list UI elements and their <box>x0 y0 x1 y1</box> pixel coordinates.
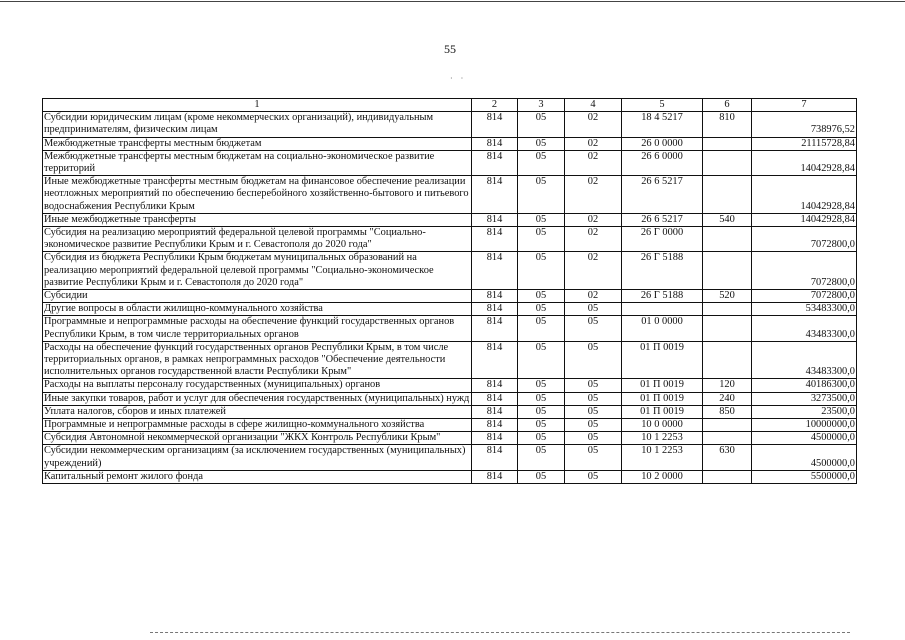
grbs-cell: 814 <box>472 303 518 316</box>
table-row <box>43 432 857 445</box>
table-row <box>43 227 857 252</box>
grbs-cell: 814 <box>472 137 518 150</box>
header-cell-2: 2 <box>472 99 518 112</box>
rz-cell: 05 <box>518 252 565 290</box>
grbs-cell: 814 <box>472 290 518 303</box>
sum-cell: 7072800,0 <box>752 290 857 303</box>
name-cell: Субсидии <box>43 290 472 303</box>
table-row <box>43 392 857 405</box>
sum-cell: 5500000,0 <box>752 470 857 483</box>
vr-cell: 850 <box>703 405 752 418</box>
table-row <box>43 419 857 432</box>
vr-cell <box>703 303 752 316</box>
pr-cell: 05 <box>565 316 622 341</box>
name-cell: Субсидия из бюджета Республики Крым бюджетам муниципальных образований на реализацию мероприятий федеральной целевой программы "Социально-экономическое развитие Республики Крым и г. Севастополя до 2020 года" <box>43 252 472 290</box>
sum-cell: 14042928,84 <box>752 176 857 214</box>
rz-cell: 05 <box>518 176 565 214</box>
csr-cell: 26 6 0000 <box>622 150 703 175</box>
pr-cell: 05 <box>565 432 622 445</box>
grbs-cell: 814 <box>472 470 518 483</box>
name-cell: Уплата налогов, сборов и иных платежей <box>43 405 472 418</box>
csr-cell: 26 Г 5188 <box>622 252 703 290</box>
name-cell: Расходы на обеспечение функций государственных органов Республики Крым, в том числе территориальных органов, в рамках непрограммных расходов "Обеспечение деятельности исполнительных органов государственной власти Республики Крым" <box>43 341 472 379</box>
table-row <box>43 137 857 150</box>
vr-cell: 520 <box>703 290 752 303</box>
rz-cell: 05 <box>518 341 565 379</box>
name-cell: Программные и непрограммные расходы в сфере жилищно-коммунального хозяйства <box>43 419 472 432</box>
csr-cell: 10 2 0000 <box>622 470 703 483</box>
name-cell: Иные межбюджетные трансферты <box>43 213 472 226</box>
grbs-cell: 814 <box>472 150 518 175</box>
header-cell-3: 3 <box>518 99 565 112</box>
vr-cell <box>703 432 752 445</box>
sum-cell: 14042928,84 <box>752 213 857 226</box>
sum-cell: 21115728,84 <box>752 137 857 150</box>
sum-cell: 43483300,0 <box>752 341 857 379</box>
grbs-cell: 814 <box>472 176 518 214</box>
table-row <box>43 150 857 175</box>
grbs-cell: 814 <box>472 432 518 445</box>
grbs-cell: 814 <box>472 419 518 432</box>
name-cell: Субсидии некоммерческим организациям (за исключением государственных (муниципальных) учреждений) <box>43 445 472 470</box>
name-cell: Субсидия Автономной некоммерческой организации "ЖКХ Контроль Республики Крым" <box>43 432 472 445</box>
grbs-cell: 814 <box>472 405 518 418</box>
name-cell: Иные межбюджетные трансферты местным бюджетам на финансовое обеспечение реализации неотложных мероприятий по обеспечению бесперебойного хозяйственно-бытового и питьевого водоснабжения Республики Крым <box>43 176 472 214</box>
header-cell-1: 1 <box>43 99 472 112</box>
sum-cell: 23500,0 <box>752 405 857 418</box>
rz-cell: 05 <box>518 112 565 137</box>
table-row <box>43 341 857 379</box>
vr-cell <box>703 470 752 483</box>
csr-cell: 18 4 5217 <box>622 112 703 137</box>
pr-cell: 02 <box>565 227 622 252</box>
table-row <box>43 405 857 418</box>
rz-cell: 05 <box>518 316 565 341</box>
grbs-cell: 814 <box>472 445 518 470</box>
header-row <box>43 99 857 112</box>
name-cell: Межбюджетные трансферты местным бюджетам <box>43 137 472 150</box>
scan-speck: · · <box>450 74 467 83</box>
csr-cell: 10 1 2253 <box>622 445 703 470</box>
csr-cell: 01 П 0019 <box>622 341 703 379</box>
pr-cell: 02 <box>565 176 622 214</box>
csr-cell <box>622 303 703 316</box>
vr-cell <box>703 227 752 252</box>
pr-cell: 05 <box>565 445 622 470</box>
pr-cell: 05 <box>565 392 622 405</box>
vr-cell: 810 <box>703 112 752 137</box>
header-cell-5: 5 <box>622 99 703 112</box>
vr-cell <box>703 176 752 214</box>
pr-cell: 05 <box>565 303 622 316</box>
rz-cell: 05 <box>518 432 565 445</box>
pr-cell: 05 <box>565 341 622 379</box>
table-row <box>43 252 857 290</box>
pr-cell: 05 <box>565 379 622 392</box>
name-cell: Субсидия на реализацию мероприятий федеральной целевой программы "Социально-экономическое развитие Республики Крым и г. Севастополя до 2020 года" <box>43 227 472 252</box>
vr-cell: 120 <box>703 379 752 392</box>
pr-cell: 02 <box>565 150 622 175</box>
csr-cell: 01 П 0019 <box>622 392 703 405</box>
rz-cell: 05 <box>518 470 565 483</box>
top-rule <box>0 1 905 2</box>
pr-cell: 05 <box>565 419 622 432</box>
csr-cell: 01 П 0019 <box>622 379 703 392</box>
grbs-cell: 814 <box>472 341 518 379</box>
name-cell: Иные закупки товаров, работ и услуг для обеспечения государственных (муниципальных) нужд <box>43 392 472 405</box>
pr-cell: 02 <box>565 112 622 137</box>
table-row <box>43 213 857 226</box>
sum-cell: 40186300,0 <box>752 379 857 392</box>
rz-cell: 05 <box>518 379 565 392</box>
csr-cell: 26 Г 0000 <box>622 227 703 252</box>
csr-cell: 26 6 5217 <box>622 176 703 214</box>
sum-cell: 4500000,0 <box>752 445 857 470</box>
header-cell-4: 4 <box>565 99 622 112</box>
name-cell: Субсидии юридическим лицам (кроме некоммерческих организаций), индивидуальным предпринимателям, физическим лицам <box>43 112 472 137</box>
grbs-cell: 814 <box>472 252 518 290</box>
csr-cell: 10 1 2253 <box>622 432 703 445</box>
csr-cell: 26 0 0000 <box>622 137 703 150</box>
vr-cell: 540 <box>703 213 752 226</box>
pr-cell: 02 <box>565 137 622 150</box>
sum-cell: 43483300,0 <box>752 316 857 341</box>
table-row <box>43 379 857 392</box>
grbs-cell: 814 <box>472 112 518 137</box>
sum-cell: 738976,52 <box>752 112 857 137</box>
pr-cell: 02 <box>565 290 622 303</box>
rz-cell: 05 <box>518 405 565 418</box>
sum-cell: 10000000,0 <box>752 419 857 432</box>
table-row <box>43 290 857 303</box>
table-row <box>43 303 857 316</box>
vr-cell <box>703 419 752 432</box>
grbs-cell: 814 <box>472 213 518 226</box>
pr-cell: 02 <box>565 213 622 226</box>
csr-cell: 26 6 5217 <box>622 213 703 226</box>
sum-cell: 7072800,0 <box>752 252 857 290</box>
table-body <box>43 99 857 484</box>
table-row <box>43 112 857 137</box>
header-cell-6: 6 <box>703 99 752 112</box>
sum-cell: 14042928,84 <box>752 150 857 175</box>
rz-cell: 05 <box>518 137 565 150</box>
grbs-cell: 814 <box>472 379 518 392</box>
name-cell: Межбюджетные трансферты местным бюджетам на социально-экономическое развитие территорий <box>43 150 472 175</box>
csr-cell: 01 П 0019 <box>622 405 703 418</box>
name-cell: Другие вопросы в области жилищно-коммунального хозяйства <box>43 303 472 316</box>
table-row <box>43 176 857 214</box>
grbs-cell: 814 <box>472 316 518 341</box>
rz-cell: 05 <box>518 392 565 405</box>
csr-cell: 26 Г 5188 <box>622 290 703 303</box>
bottom-rule <box>150 632 850 633</box>
grbs-cell: 814 <box>472 392 518 405</box>
name-cell: Капитальный ремонт жилого фонда <box>43 470 472 483</box>
name-cell: Расходы на выплаты персоналу государственных (муниципальных) органов <box>43 379 472 392</box>
rz-cell: 05 <box>518 213 565 226</box>
vr-cell <box>703 137 752 150</box>
pr-cell: 02 <box>565 252 622 290</box>
sum-cell: 4500000,0 <box>752 432 857 445</box>
rz-cell: 05 <box>518 290 565 303</box>
csr-cell: 10 0 0000 <box>622 419 703 432</box>
vr-cell <box>703 150 752 175</box>
rz-cell: 05 <box>518 419 565 432</box>
vr-cell: 630 <box>703 445 752 470</box>
sum-cell: 7072800,0 <box>752 227 857 252</box>
csr-cell: 01 0 0000 <box>622 316 703 341</box>
header-cell-7: 7 <box>752 99 857 112</box>
rz-cell: 05 <box>518 303 565 316</box>
rz-cell: 05 <box>518 150 565 175</box>
sum-cell: 53483300,0 <box>752 303 857 316</box>
vr-cell <box>703 252 752 290</box>
sum-cell: 3273500,0 <box>752 392 857 405</box>
vr-cell: 240 <box>703 392 752 405</box>
rz-cell: 05 <box>518 227 565 252</box>
page-number: 55 <box>444 42 456 56</box>
rz-cell: 05 <box>518 445 565 470</box>
table-row <box>43 445 857 470</box>
budget-table <box>42 98 857 484</box>
table-row <box>43 470 857 483</box>
pr-cell: 05 <box>565 405 622 418</box>
table-row <box>43 316 857 341</box>
pr-cell: 05 <box>565 470 622 483</box>
grbs-cell: 814 <box>472 227 518 252</box>
name-cell: Программные и непрограммные расходы на обеспечение функций государственных органов Республики Крым, в том числе территориальных органов <box>43 316 472 341</box>
vr-cell <box>703 341 752 379</box>
vr-cell <box>703 316 752 341</box>
